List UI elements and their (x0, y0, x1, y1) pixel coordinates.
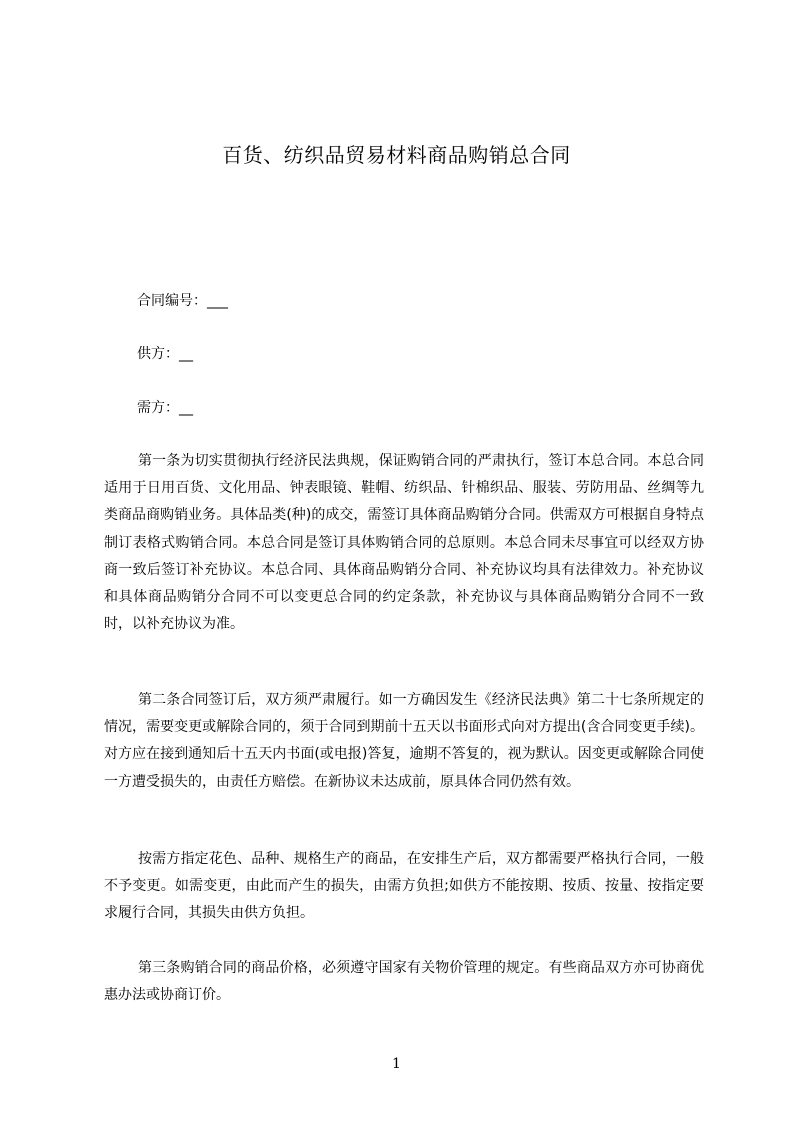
paragraph-article-2: 第二条合同签订后，双方须严肃履行。如一方确因发生《经济民法典》第二十七条所规定的情况，需要变更或解除合同的，须于合同到期前十五天以书面形式向对方提出(含合同变更手续)。对方应在接到通知后十五天内书面(或电报)答复，逾期不答复的，视为默认。因变更或解除合同使一方遭受损失的，由责任方赔偿。在新协议未达成前，原具体合同仍然有效。 (104, 692, 704, 790)
paragraph-custom-goods: 按需方指定花色、品种、规格生产的商品，在安排生产后，双方都需要严格执行合同，一般不予变更。如需变更，由此而产生的损失，由需方负担;如供方不能按期、按质、按量、按指定要求履行合同，其损失由供方负担。 (104, 851, 704, 922)
paragraph-article-1: 第一条为切实贯彻执行经济民法典规，保证购销合同的严肃执行，签订本总合同。本总合同适用于日用百货、文化用品、钟表眼镜、鞋帽、纺织品、针棉织品、服装、劳防用品、丝绸等九类商品商购销业务。具体品类(种)的成交，需签订具体商品购销分合同。供需双方可根据自身特点制订表格式购销合同。本总合同是签订具体购销合同的总原则。本总合同未尽事宜可以经双方协商一致后签订补充协议。本总合同、具体商品购销分合同、补充协议均具有法律效力。补充协议和具体商品购销分合同不可以变更总合同的约定条款，补充协议与具体商品购销分合同不一致时，以补充协议为准。 (104, 453, 704, 633)
contract-number-field: 合同编号：___ (137, 293, 228, 309)
page-number: 1 (392, 1056, 401, 1072)
paragraph-article-3: 第三条购销合同的商品价格，必须遵守国家有关物价管理的规定。有些商品双方亦可协商优惠办法或协商订价。 (104, 960, 704, 1004)
document-title: 百货、纺织品贸易材料商品购销总合同 (222, 143, 571, 167)
supplier-field: 供方：__ (137, 346, 193, 362)
buyer-field: 需方：__ (137, 400, 193, 416)
